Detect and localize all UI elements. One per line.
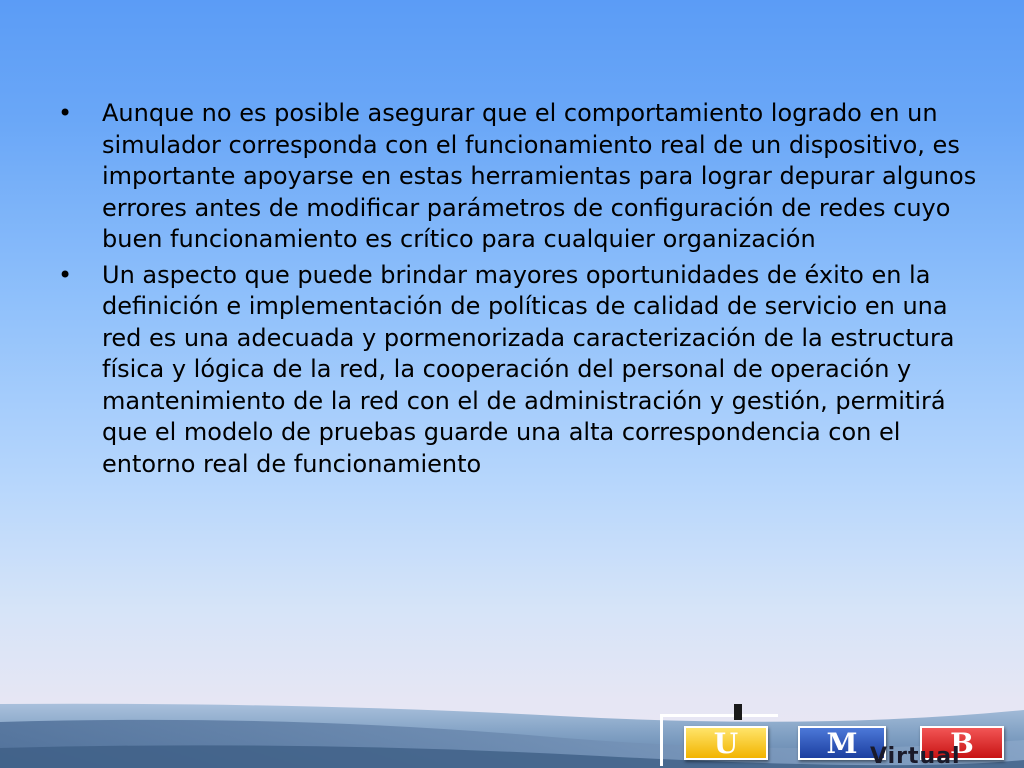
bullet-text: Un aspecto que puede brindar mayores oportunidades de éxito en la definición e implementación de políticas de calidad de servicio en una red es una adecuada y pormenorizada caracterización de la estructura física y lógica de la red, la cooperación del personal de operación y mantenimiento de la red con el de administración y gestión, permitirá que el modelo de pruebas guarde una alta correspondencia con el entorno real de funcionamiento bbox=[102, 260, 955, 478]
bullet-item bbox=[58, 260, 978, 481]
bullet-text: Aunque no es posible asegurar que el comportamiento logrado en un simulador corresponda con el funcionamiento real de un dispositivo, es importante apoyarse en estas herramientas para lograr depurar algunos errores antes de modificar parámetros de configuración de redes cuyo buen funcionamiento es crítico para cualquier organización bbox=[102, 99, 977, 253]
bullet-list bbox=[58, 98, 978, 480]
logo-letter-u: U bbox=[684, 726, 768, 760]
logo-letter-m: M bbox=[798, 726, 886, 760]
logo-subtitle: Virtual bbox=[870, 744, 961, 768]
bullet-marker: • bbox=[58, 99, 73, 127]
logo-frame-bar bbox=[734, 704, 742, 720]
umb-virtual-logo bbox=[656, 704, 1024, 768]
bullet-item bbox=[58, 98, 978, 256]
slide-content bbox=[58, 98, 978, 484]
logo-letter-b: B bbox=[920, 726, 1004, 760]
bullet-marker: • bbox=[58, 260, 73, 289]
